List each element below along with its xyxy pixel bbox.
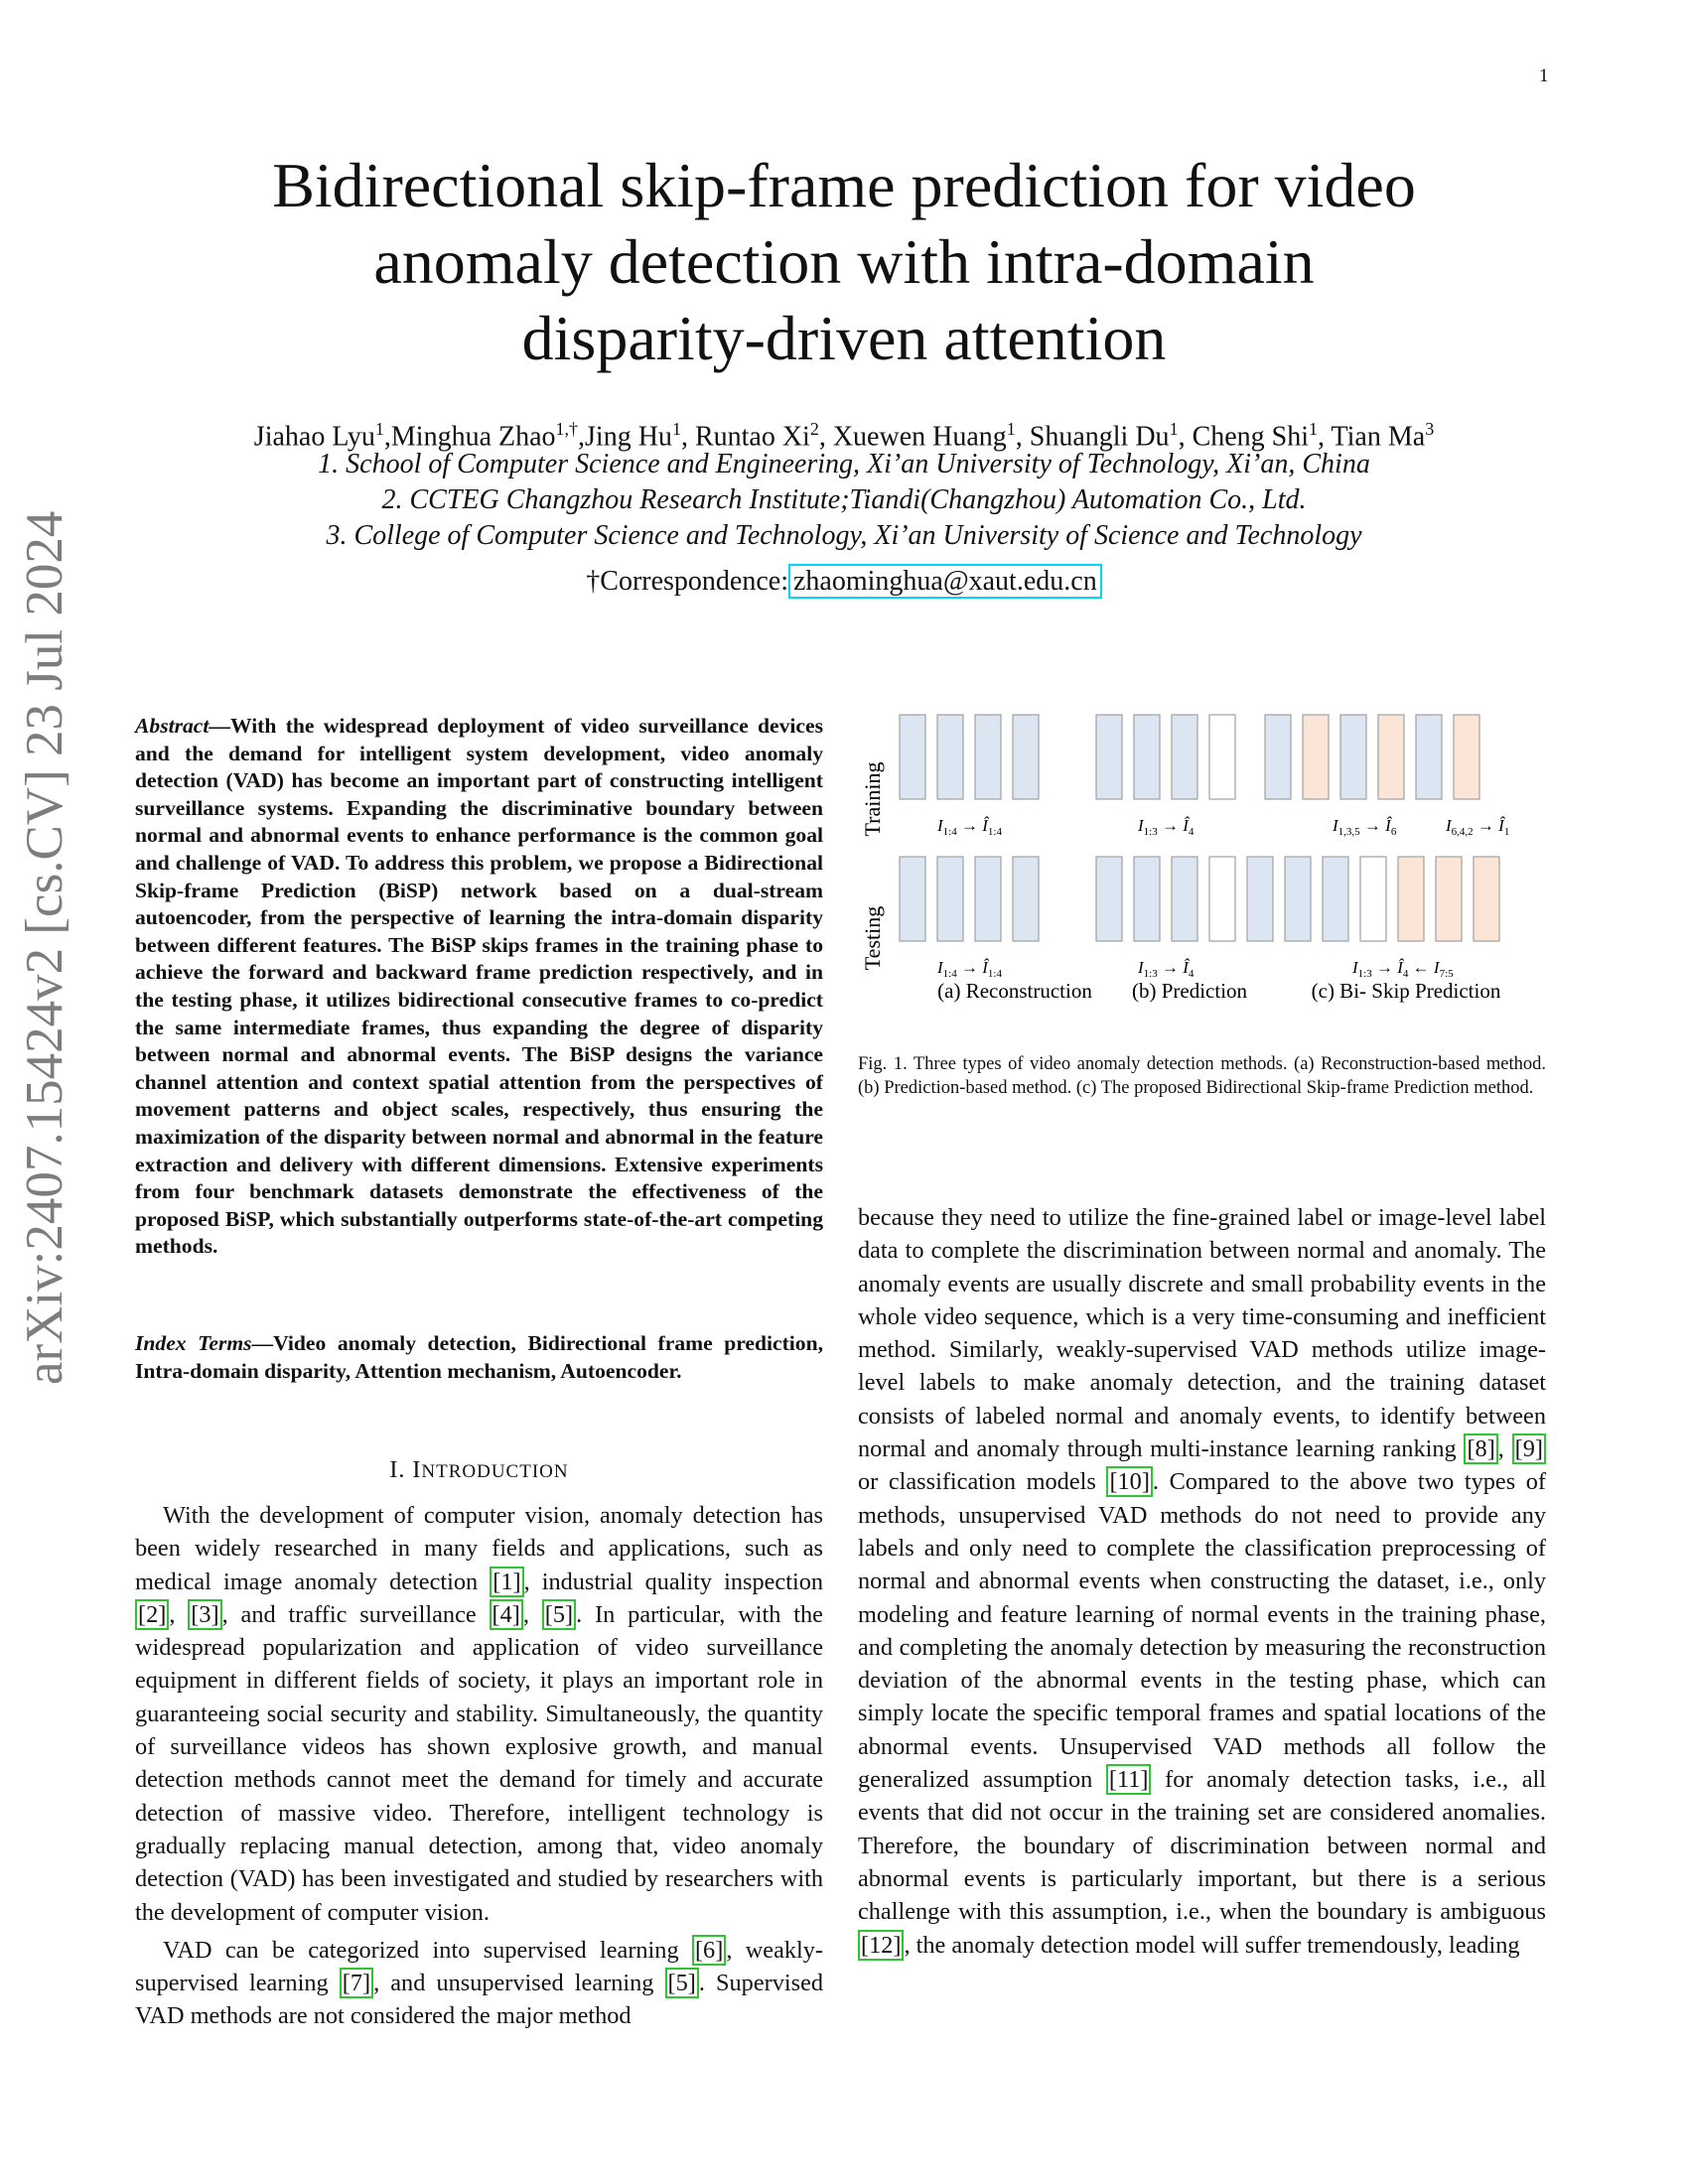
page-number: 1: [1539, 66, 1549, 86]
video-frame: [1378, 715, 1404, 799]
citation-link[interactable]: [10]: [1106, 1466, 1152, 1497]
citation-link[interactable]: [5]: [542, 1599, 576, 1630]
author-affiliation-mark: 1,†: [555, 419, 579, 439]
video-frame: [1265, 715, 1291, 799]
citation-link[interactable]: [5]: [665, 1968, 699, 1998]
figure-diagram: [858, 710, 1553, 1037]
video-frame: [1436, 857, 1462, 941]
formula-testing-reconstruction: $I_{1:4}$ → $Î_{1:4}$: [937, 958, 1002, 980]
video-frame: [1172, 715, 1197, 799]
right-column-text: [858, 1201, 1546, 1962]
abstract-lead: Abstract: [135, 714, 210, 738]
citation-link[interactable]: [11]: [1106, 1764, 1152, 1795]
video-frame: [1013, 857, 1039, 941]
citation-link[interactable]: [1]: [490, 1567, 523, 1597]
video-frame: [1303, 715, 1329, 799]
citation-link[interactable]: [7]: [340, 1968, 373, 1998]
citation-link[interactable]: [12]: [858, 1930, 904, 1961]
title-line: disparity-driven attention: [521, 303, 1167, 373]
video-frame: [1323, 857, 1348, 941]
correspondence: [149, 564, 1539, 600]
author-affiliation-mark: 1: [1006, 419, 1016, 439]
section-heading: I. INTRODUCTION: [389, 1457, 569, 1483]
citation-link[interactable]: [2]: [135, 1599, 169, 1630]
author-name: Cheng Shi: [1192, 421, 1310, 453]
affiliation-3: 3. College of Computer Science and Technology, Xi’an University of Science and Technology: [326, 520, 1362, 551]
video-frame: [1134, 715, 1160, 799]
video-frame: [1454, 715, 1479, 799]
video-frame: [1474, 857, 1499, 941]
author-list: Jiahao Lyu$^1$,Minghua Zhao$^{1,\dagger}$,Jing Hu$^1$, Runtao Xi$^2$, Xuewen Huang$^1$, Shuangli Du$^1$, Cheng Shi$^1$, Tian Ma$^3$: [253, 419, 1435, 453]
citation-link[interactable]: [8]: [1464, 1433, 1497, 1464]
index-terms-text: —Video anomaly detection, Bidirectional frame prediction, Intra-domain disparity, Attention mechanism, Autoencoder.: [135, 1331, 823, 1383]
author-name: Jing Hu: [585, 421, 672, 453]
video-frame: [900, 857, 925, 941]
video-frame: [1172, 857, 1197, 941]
video-frame: [1340, 715, 1366, 799]
citation-link[interactable]: [6]: [692, 1935, 726, 1966]
figure-caption: Fig. 1. Three types of video anomaly detection methods. (a) Reconstruction-based method. (b) Prediction-based method. (c) The proposed Bidirectional Skip-frame Prediction method.: [858, 1054, 1546, 1098]
author-name: Jiahao Lyu: [253, 421, 375, 453]
video-frame: [975, 857, 1001, 941]
formula-testing-bidirectional: $I_{1:3}$ → $Î_4$ ← $I_{7:5}$: [1352, 958, 1454, 980]
formula-testing-prediction: $I_{1:3}$ → $Î_4$: [1138, 958, 1195, 980]
citation-link[interactable]: [3]: [188, 1599, 221, 1630]
correspondence-label: †Correspondence:: [586, 566, 788, 597]
right-paragraph: because they need to utilize the fine-grained label or image-level label data to complete the discrimination between normal and anomaly. The anomaly events are usually discrete and small probability events in the whole video sequence, which is a very time-consuming and inefficient method. Similarly, weakly-supervised VAD methods utilize image-level labels to make anomaly detection, and the training dataset consists of labeled normal and anomaly events, to identify between normal and anomaly through multi-instance learning ranking [8] , [9] or classification models [10] . Compared to the above two types of methods, unsupervised VAD methods do not need to provide any labels and only need to complete the classification preprocessing of normal and abnormal events when constructing the dataset, i.e., only modeling and feature learning of normal events in the training phase, and completing the anomaly detection by measuring the reconstruction deviation of the abnormal events in the testing phase, which can simply locate the specific temporal frames and spatial locations of the abnormal events. Unsupervised VAD methods all follow the generalized assumption [11] for anomaly detection tasks, i.e., all events that did not occur in the training set are considered anomalies. Therefore, the boundary of discrimination between normal and abnormal events is particularly important, but there is a serious challenge with this assumption, i.e., when the boundary is ambiguous [12] , the anomaly detection model will suffer tremendously, leading: [858, 1204, 1546, 1959]
author-affiliation-mark: 1: [374, 419, 384, 439]
video-frame: [1096, 857, 1122, 941]
video-frame: [900, 715, 925, 799]
arxiv-stamp: arXiv:2407.15424v2 [cs.CV] 23 Jul 2024: [16, 510, 73, 1385]
abstract-text: —With the widespread deployment of video surveillance devices and the demand for intelligent system development, video anomaly detection (VAD) has become an important part of constructing intelligent surveillance systems. Expanding the discriminative boundary between normal and abnormal events to enhance performance is the common goal and challenge of VAD. To address this problem, we propose a Bidirectional Skip-frame Prediction (BiSP) network based on a dual-stream autoencoder, from the perspective of learning the intra-domain disparity between different features. The BiSP skips frames in the training phase to achieve the forward and backward frame prediction respectively, and in the testing phase, it utilizes bidirectional consecutive frames to co-predict the same intermediate frames, thus expanding the degree of disparity between normal and abnormal events. The BiSP designs the variance channel attention and context spatial attention from the perspectives of movement patterns and object scales, respectively, thus ensuring the maximization of the disparity between normal and abnormal in the feature extraction and delivery with different dimensions. Extensive experiments from four benchmark datasets demonstrate the effectiveness of the proposed BiSP, which substantially outperforms state-of-the-art competing methods.: [135, 714, 823, 1259]
video-frame: [937, 715, 963, 799]
affiliation-2: 2. CCTEG Changzhou Research Institute;Tiandi(Changzhou) Automation Co., Ltd.: [381, 484, 1307, 515]
index-terms: [135, 1330, 823, 1385]
video-frame: [1209, 857, 1235, 941]
title-line: Bidirectional skip-frame prediction for video: [272, 150, 1416, 220]
author-affiliation-mark: 1: [671, 419, 681, 439]
formula-training-reconstruction: $I_{1:4}$ → $Î_{1:4}$: [937, 816, 1002, 838]
citation-link[interactable]: [4]: [490, 1599, 523, 1630]
video-frame: [937, 857, 963, 941]
author-name: Xuewen Huang: [832, 421, 1007, 453]
video-frame: [1247, 857, 1273, 941]
citation-link[interactable]: [9]: [1512, 1433, 1546, 1464]
panel-label: (c) Bi- Skip Prediction: [1311, 979, 1501, 1003]
row-label-training: Training: [860, 761, 885, 837]
video-frame: [1416, 715, 1442, 799]
paper-title: [179, 147, 1509, 376]
email-link[interactable]: zhaominghua@xaut.edu.cn: [788, 564, 1102, 599]
video-frame: [1398, 857, 1424, 941]
intro-paragraph-1: With the development of computer vision, anomaly detection has been widely researched in many fields and applications, such as medical image anomaly detection [1] , industrial quality inspection [2] , [3] , and traffic surveillance [4] , [5] . In particular, with the widespread popularization and application of video surveillance equipment in different fields of society, it plays an important role in guaranteeing social security and stability. Simultaneously, the quantity of surveillance videos has shown explosive growth, and manual detection methods cannot meet the demand for timely and accurate detection of massive video. Therefore, intelligent technology is gradually replacing manual detection, among that, video anomaly detection (VAD) has been investigated and studied by researchers with the development of computer vision.: [135, 1502, 823, 1926]
figure-1: [858, 710, 1553, 1037]
author-name: Tian Ma: [1331, 421, 1426, 453]
author-name: Runtao Xi: [694, 421, 810, 453]
video-frame: [1096, 715, 1122, 799]
video-frame: [1285, 857, 1311, 941]
panel-label: (a) Reconstruction: [937, 979, 1092, 1003]
video-frame: [975, 715, 1001, 799]
author-affiliation-mark: 3: [1425, 419, 1435, 439]
formula-training-prediction: $I_{1:3}$ → $Î_4$: [1138, 816, 1195, 838]
introduction: [135, 1499, 823, 2033]
intro-paragraph-2: VAD can be categorized into supervised learning [6] , weakly-supervised learning [7] , and unsupervised learning [5] . Supervised VAD methods are not considered the major method: [135, 1936, 824, 2030]
video-frame: [1013, 715, 1039, 799]
affiliation-1: 1. School of Computer Science and Engineering, Xi’an University of Technology, Xi’an, China: [318, 449, 1370, 479]
title-line: anomaly detection with intra-domain: [373, 226, 1315, 297]
author-affiliation-mark: 1: [1169, 419, 1179, 439]
author-name: Minghua Zhao: [390, 421, 556, 453]
row-label-testing: Testing: [860, 905, 885, 971]
author-name: Shuangli Du: [1029, 421, 1170, 453]
video-frame: [1209, 715, 1235, 799]
video-frame: [1134, 857, 1160, 941]
author-affiliation-mark: 2: [809, 419, 819, 439]
formula-training-forward: $I_{1,3,5}$ → $Î_6$: [1333, 816, 1397, 838]
abstract: [135, 713, 823, 1261]
video-frame: [1360, 857, 1386, 941]
author-affiliation-mark: 1: [1309, 419, 1319, 439]
index-terms-lead: Index Terms: [135, 1331, 252, 1355]
formula-training-backward: $I_{6,4,2}$ → $Î_1$: [1446, 816, 1510, 838]
panel-label: (b) Prediction: [1131, 979, 1248, 1003]
